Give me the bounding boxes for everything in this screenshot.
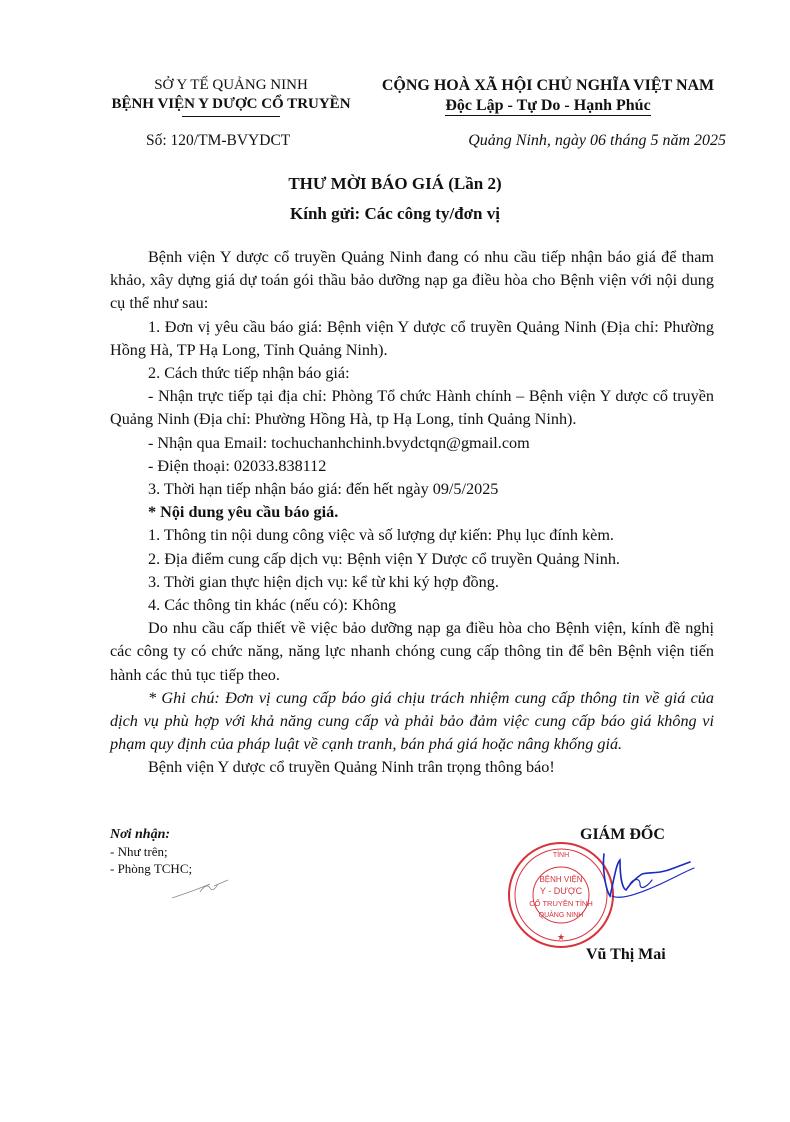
signatory-name: Vũ Thị Mai (586, 946, 666, 963)
initials-scribble (170, 874, 230, 902)
item-receiving-method: 2. Cách thức tiếp nhận báo giá: (148, 364, 350, 383)
seal-line-2: Y - DƯỢC (539, 886, 583, 896)
seal-line-4: QUẢNG NINH (538, 912, 584, 919)
seal-top-text: TỈNH (552, 852, 570, 859)
letter-body (110, 246, 714, 780)
seal-line-1: BỆNH VIỆN (539, 875, 583, 884)
ministry-name: SỞ Y TẾ QUẢNG NINH (154, 77, 308, 93)
item-in-person: - Nhận trực tiếp tại địa chỉ: Phòng Tổ chức Hành chính – Bệnh viện Y dược cổ truyền Quảng Ninh (Địa chỉ: Phường Hồng Hà, tp Hạ Long, tỉnh Quảng Ninh). (110, 387, 714, 429)
recipient-item: - Phòng TCHC; (110, 861, 193, 876)
content-item-2: 2. Địa điểm cung cấp dịch vụ: Bệnh viện Y Dược cổ truyền Quảng Ninh. (148, 549, 620, 568)
intro-paragraph: Bệnh viện Y dược cổ truyền Quảng Ninh đang có nhu cầu tiếp nhận báo giá để tham khảo, xây dựng giá dự toán gói thầu bảo dưỡng nạp ga điều hòa cho Bệnh viện với nội dung cụ thể như sau: (110, 248, 714, 313)
document-title: THƯ MỜI BÁO GIÁ (Lần 2) (288, 174, 502, 193)
item-deadline: 3. Thời hạn tiếp nhận báo giá: đến hết ngày 09/5/2025 (148, 480, 499, 499)
item-email: - Nhận qua Email: tochuchanhchinh.bvydctqn@gmail.com (148, 433, 530, 452)
recipients-heading: Nơi nhận: (110, 827, 171, 842)
national-motto: Độc Lập - Tự Do - Hạnh Phúc (445, 97, 651, 114)
content-item-3: 3. Thời gian thực hiện dịch vụ: kể từ khi ký hợp đồng. (148, 572, 499, 591)
note-paragraph: * Ghi chú: Đơn vị cung cấp báo giá chịu trách nhiệm cung cấp thông tin về giá của dịch vụ phù hợp với khả năng cung cấp và phải bảo đảm việc cung cấp báo giá không vi phạm quy định của pháp luật về cạnh tranh, bán phá giá hoặc nâng khống giá. (110, 688, 714, 754)
national-header (372, 76, 724, 116)
handwritten-signature (590, 850, 700, 930)
closing-paragraph: Bệnh viện Y dược cổ truyền Quảng Ninh trân trọng thông báo! (148, 758, 555, 777)
content-heading: * Nội dung yêu cầu báo giá. (148, 503, 339, 522)
document-number: Số: 120/TM-BVYDCT (146, 132, 291, 149)
recipients-block (110, 826, 192, 877)
item-requester: 1. Đơn vị yêu cầu báo giá: Bệnh viện Y dược cổ truyền Quảng Ninh (Địa chỉ: Phường Hồng Hà, TP Hạ Long, Tỉnh Quảng Ninh). (110, 317, 714, 359)
content-item-1: 1. Thông tin nội dung công việc và số lượng dự kiến: Phụ lục đính kèm. (148, 526, 614, 545)
content-item-4: 4. Các thông tin khác (nếu có): Không (148, 596, 397, 615)
recipient-item: - Như trên; (110, 844, 168, 859)
issuer-block (96, 76, 366, 117)
seal-star-icon: ★ (556, 933, 566, 943)
hospital-name: BỆNH VIỆN Y DƯỢC CỔ TRUYỀN (111, 96, 351, 112)
document-date: Quảng Ninh, ngày 06 tháng 5 năm 2025 (468, 132, 726, 149)
greeting: Kính gửi: Các công ty/đơn vị (290, 204, 500, 223)
request-paragraph: Do nhu cầu cấp thiết về việc bảo dưỡng nạp ga điều hòa cho Bệnh viện, kính đề nghị các công ty có chức năng, năng lực nhanh chóng cung cấp thông tin để bên Bệnh viện tiến hành các thủ tục tiếp theo. (110, 619, 714, 684)
signatory-title: GIÁM ĐỐC (580, 826, 665, 843)
nation-name: CỘNG HOÀ XÃ HỘI CHỦ NGHĨA VIỆT NAM (381, 77, 715, 94)
seal-line-3: CỔ TRUYỀN TỈNH (529, 899, 593, 908)
issuer-underline (182, 116, 280, 117)
item-phone: - Điện thoại: 02033.838112 (148, 456, 327, 475)
